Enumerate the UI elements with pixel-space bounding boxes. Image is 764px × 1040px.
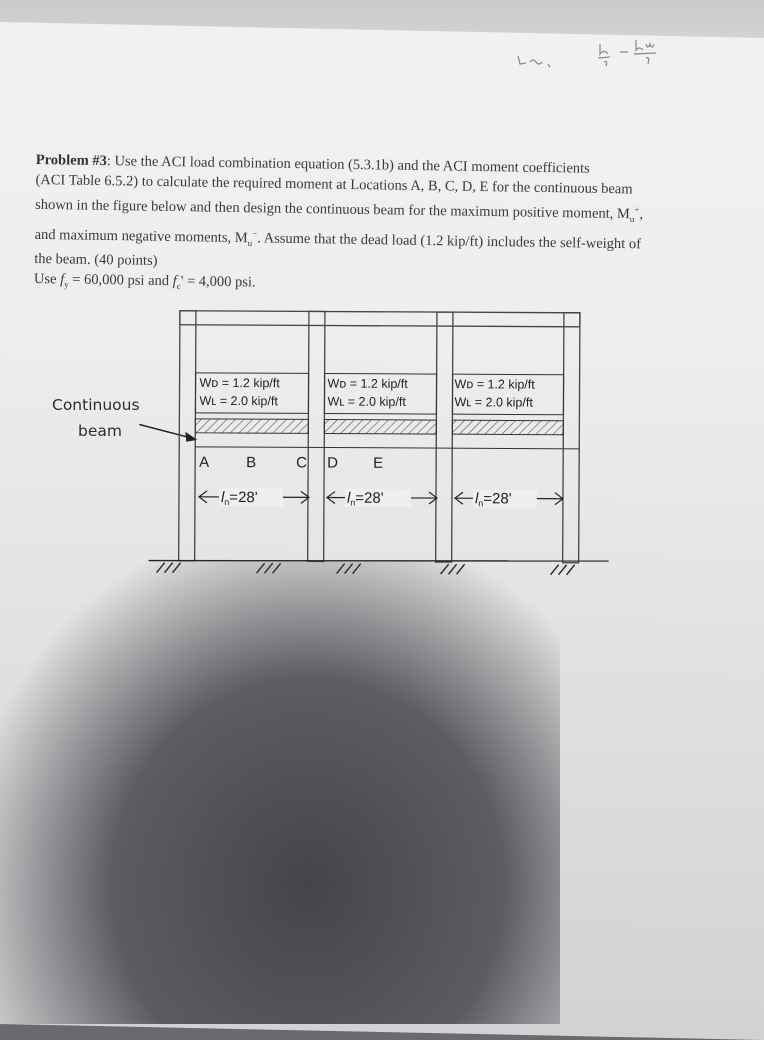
span-3-dead-load: Wᴅ = 1.2 kip/ft (454, 377, 535, 392)
span-3-length: =28' (483, 490, 512, 508)
problem-heading: Problem #3 (35, 151, 107, 170)
location-labels (199, 454, 383, 472)
continuous-beam (195, 419, 579, 449)
material-properties: Use $f_y = 60,000$ psi and $f_c' = 4,000$ psi. (33, 271, 256, 292)
problem-line-4: and maximum negative moments, M (34, 226, 248, 246)
handwritten-notes (508, 36, 678, 70)
beam-label: beam (78, 422, 122, 440)
continuous-label: Continuous (52, 396, 140, 414)
svg-text:ln=28': $l_n=28'$ (474, 490, 512, 509)
ground-support (149, 559, 609, 575)
handwritten-scribble (508, 36, 678, 70)
span-2-loads (327, 377, 408, 409)
frame-figure (38, 300, 620, 593)
top-floor-slab (180, 311, 580, 327)
span-2-live-load: Wʟ = 2.0 kip/ft (327, 394, 406, 409)
span-3-live-load: Wʟ = 2.0 kip/ft (454, 395, 533, 410)
location-e: E (373, 454, 384, 472)
span-3-loads (454, 377, 535, 409)
problem-line-1: : Use the ACI load combination equation (5.3.1b) and the ACI moment coefficients (106, 153, 590, 177)
span-1-live-load: Wʟ = 2.0 kip/ft (199, 393, 278, 409)
span-2-length: =28' (355, 489, 384, 507)
location-c: C (296, 454, 308, 472)
span-2-dead-load: Wᴅ = 1.2 kip/ft (327, 376, 408, 391)
span-1-length: =28' (229, 488, 258, 507)
problem-statement: Problem #3: Use the ACI load combination equation (5.3.1b) and the ACI moment coefficients (ACI Table 6.5.2) to calculate the required moment at Locations A, B, C, D, E for the continuous beam shown in the figure below and then design the continuous beam for the maximum positive moment, $M_u^+$, and maximum negative moments, $M_u^-$. Assume that the dead load (1.2 kip/ft) includes the self-weight of the beam. (40 points) Use $f_y = 60,000$ psi and $f_c' = 4,000$ psi. (34, 150, 748, 305)
columns (179, 311, 580, 563)
problem-line-3: shown in the figure below and then design the continuous beam for the maximum positive moment, M (35, 196, 631, 223)
span-1-dead-load: Wᴅ = 1.2 kip/ft (199, 375, 280, 391)
svg-text:ln=28': $l_n=28'$ (346, 489, 384, 508)
problem-line-2: (ACI Table 6.5.2) to calculate the required moment at Locations A, B, C, D, E for the continuous beam (35, 171, 633, 198)
span-1-dimension (199, 488, 309, 508)
location-a: A (199, 453, 210, 471)
location-d: D (327, 454, 339, 472)
problem-line-5: the beam. (40 points) (34, 251, 158, 270)
span-1-loads (199, 376, 280, 408)
span-3-dimension (455, 489, 563, 509)
span-2-dimension (327, 489, 437, 509)
location-b: B (246, 454, 257, 472)
problem-line-4b: . Assume that the dead load (1.2 kip/ft) includes the self-weight of (257, 230, 642, 253)
svg-text:ln=28': $l_n=28'$ (220, 488, 258, 507)
